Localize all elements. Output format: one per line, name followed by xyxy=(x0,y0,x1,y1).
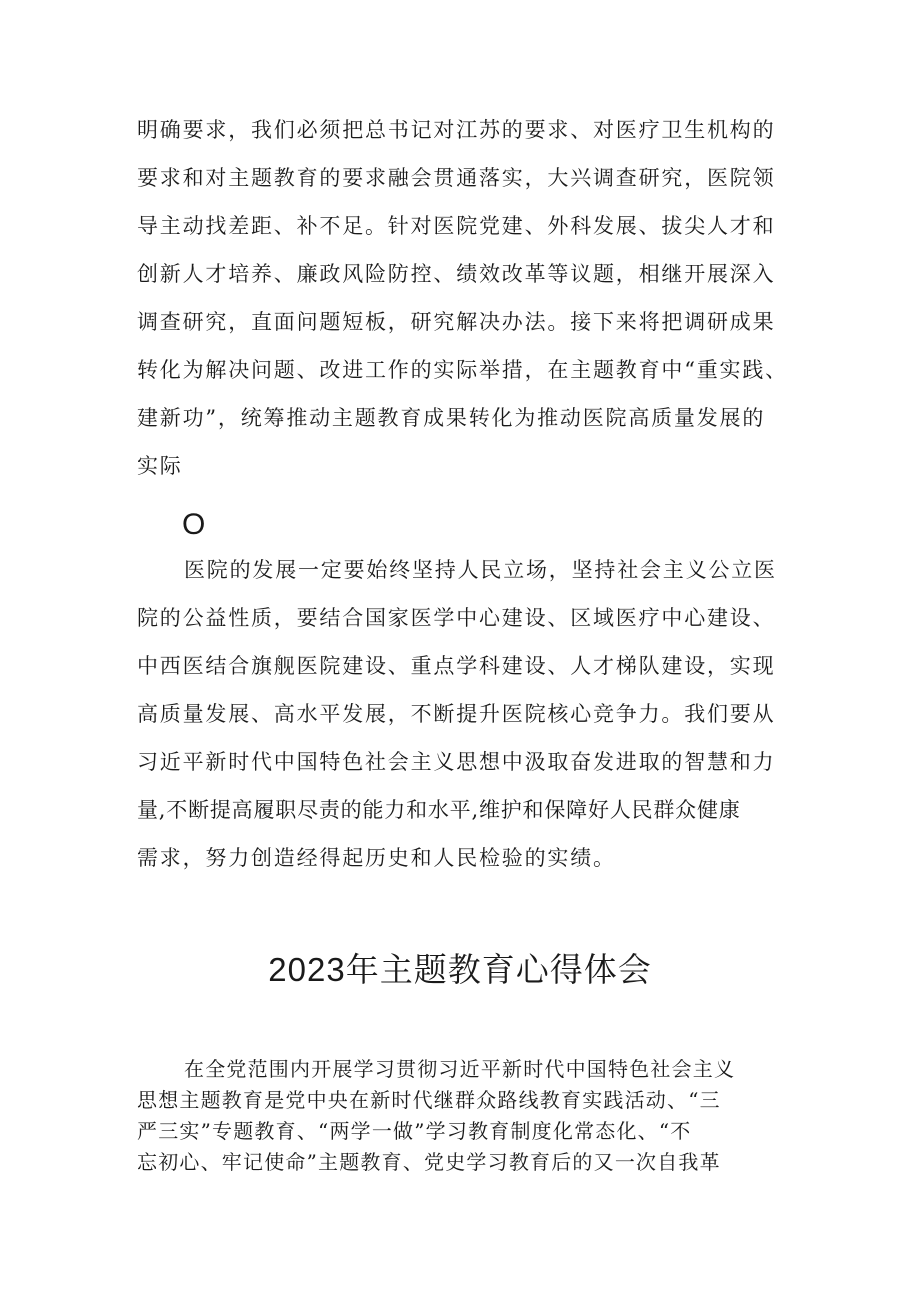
paragraph-line: 院的公益性质，要结合国家医学中心建设、区域医疗中心建设、 xyxy=(137,606,776,630)
section-marker: O xyxy=(182,508,206,541)
paragraph-line: 忘初心、牢记使命”主题教育、党史学习教育后的又一次自我革 xyxy=(137,1150,721,1174)
paragraph-line: 创新人才培养、廉政风险防控、绩效改革等议题，相继开展深入 xyxy=(137,262,776,286)
paragraph-line: 医院的发展一定要始终坚持人民立场，坚持社会主义公立医 xyxy=(184,558,777,582)
paragraph-line: 调查研究，直面问题短板，研究解决办法。接下来将把调研成果 xyxy=(137,310,776,334)
paragraph-line: 实际 xyxy=(137,454,183,478)
paragraph-line: 导主动找差距、补不足。针对医院党建、外科发展、拔尖人才和 xyxy=(137,214,776,238)
paragraph-line: 高质量发展、高水平发展，不断提升医院核心竞争力。我们要从 xyxy=(137,702,776,726)
paragraph-line: 转化为解决问题、改进工作的实际举措，在主题教育中“重实践、 xyxy=(137,358,788,382)
paragraph-line: 在全党范围内开展学习贯彻习近平新时代中国特色社会主义 xyxy=(184,1057,736,1081)
paragraph-line: 需求，努力创造经得起历史和人民检验的实绩。 xyxy=(137,846,616,870)
paragraph-line: 中西医结合旗舰医院建设、重点学科建设、人才梯队建设，实现 xyxy=(137,654,776,678)
paragraph-line: 建新功”，统筹推动主题教育成果转化为推动医院高质量发展的 xyxy=(137,406,766,430)
paragraph-line: 量,不断提高履职尽责的能力和水平,维护和保障好人民群众健康 xyxy=(137,798,741,822)
paragraph-line: 习近平新时代中国特色社会主义思想中汲取奋发进取的智慧和力 xyxy=(137,750,776,774)
paragraph-line: 思想主题教育是党中央在新时代继群众路线教育实践活动、“三 xyxy=(137,1088,721,1112)
document-title: 2023年主题教育心得体会 xyxy=(268,951,652,988)
paragraph-line: 严三实”专题教育、“两学一做”学习教育制度化常态化、“不 xyxy=(137,1119,692,1143)
paragraph-line: 明确要求，我们必须把总书记对江苏的要求、对医疗卫生机构的 xyxy=(137,118,776,142)
paragraph-line: 要求和对主题教育的要求融会贯通落实，大兴调查研究，医院领 xyxy=(137,166,776,190)
